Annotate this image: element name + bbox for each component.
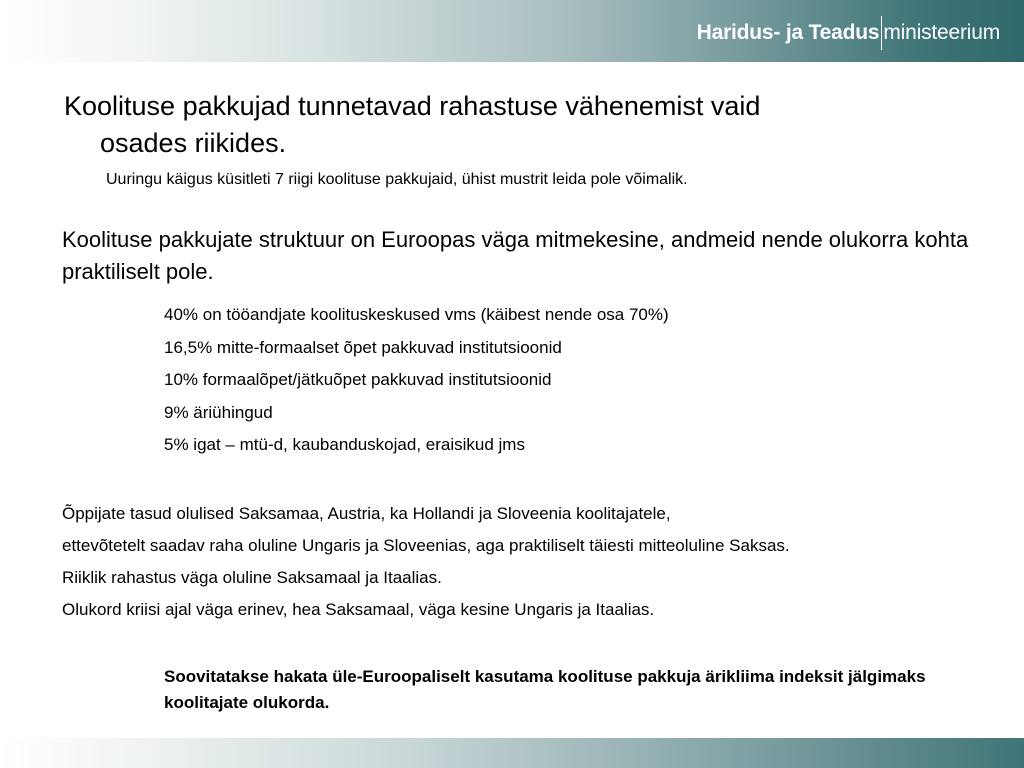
structure-list bbox=[164, 302, 669, 465]
logo-divider bbox=[881, 16, 882, 50]
structure-item: 9% äriühingud bbox=[164, 402, 273, 422]
funding-line: ettevõtetelt saadav raha oluline Ungaris ja Sloveenias, aga praktiliselt täiesti mitteoluline Saksas. bbox=[62, 536, 790, 555]
funding-line: Olukord kriisi ajal väga erinev, hea Saksamaal, väga kesine Ungaris ja Itaalias. bbox=[62, 600, 655, 619]
ministry-logo bbox=[697, 16, 1000, 50]
structure-item: 16,5% mitte-formaalset õpet pakkuvad institutsioonid bbox=[164, 337, 562, 357]
logo-text-light: ministeerium bbox=[883, 21, 1000, 44]
structure-item: 5% igat – mtü-d, kaubanduskojad, eraisikud jms bbox=[164, 435, 525, 454]
structure-item: 10% formaalõpet/jätkuõpet pakkuvad institutsioonid bbox=[164, 370, 552, 389]
funding-line: Riiklik rahastus väga oluline Saksamaal ja Itaalias. bbox=[62, 568, 442, 587]
funding-line: Õppijate tasud olulised Saksamaa, Austria, ka Hollandi ja Sloveenia koolitajatele, bbox=[62, 504, 671, 523]
slide-subtitle: Uuringu käigus küsitleti 7 riigi koolituse pakkujaid, ühist mustrit leida pole võimalik. bbox=[106, 171, 688, 188]
logo-text-bold: Haridus- ja Teadus bbox=[696, 21, 880, 44]
title-line-2: osades riikides. bbox=[100, 128, 287, 158]
lead-paragraph: Koolituse pakkujate struktuur on Euroopas väga mitmekesine, andmeid nende olukorra kohta praktiliselt pole. bbox=[62, 227, 969, 284]
recommendation-text: Soovitatakse hakata üle-Euroopaliselt kasutama koolituse pakkuja ärikliima indeksit jälgimaks koolitajate olukorda. bbox=[164, 667, 926, 712]
slide-title bbox=[64, 88, 924, 162]
title-line-1: Koolituse pakkujad tunnetavad rahastuse vähenemist vaid bbox=[64, 91, 761, 121]
funding-paragraphs bbox=[62, 501, 790, 629]
structure-item: 40% on tööandjate koolituskeskused vms (käibest nende osa 70%) bbox=[164, 305, 669, 324]
footer-band bbox=[0, 738, 1024, 768]
